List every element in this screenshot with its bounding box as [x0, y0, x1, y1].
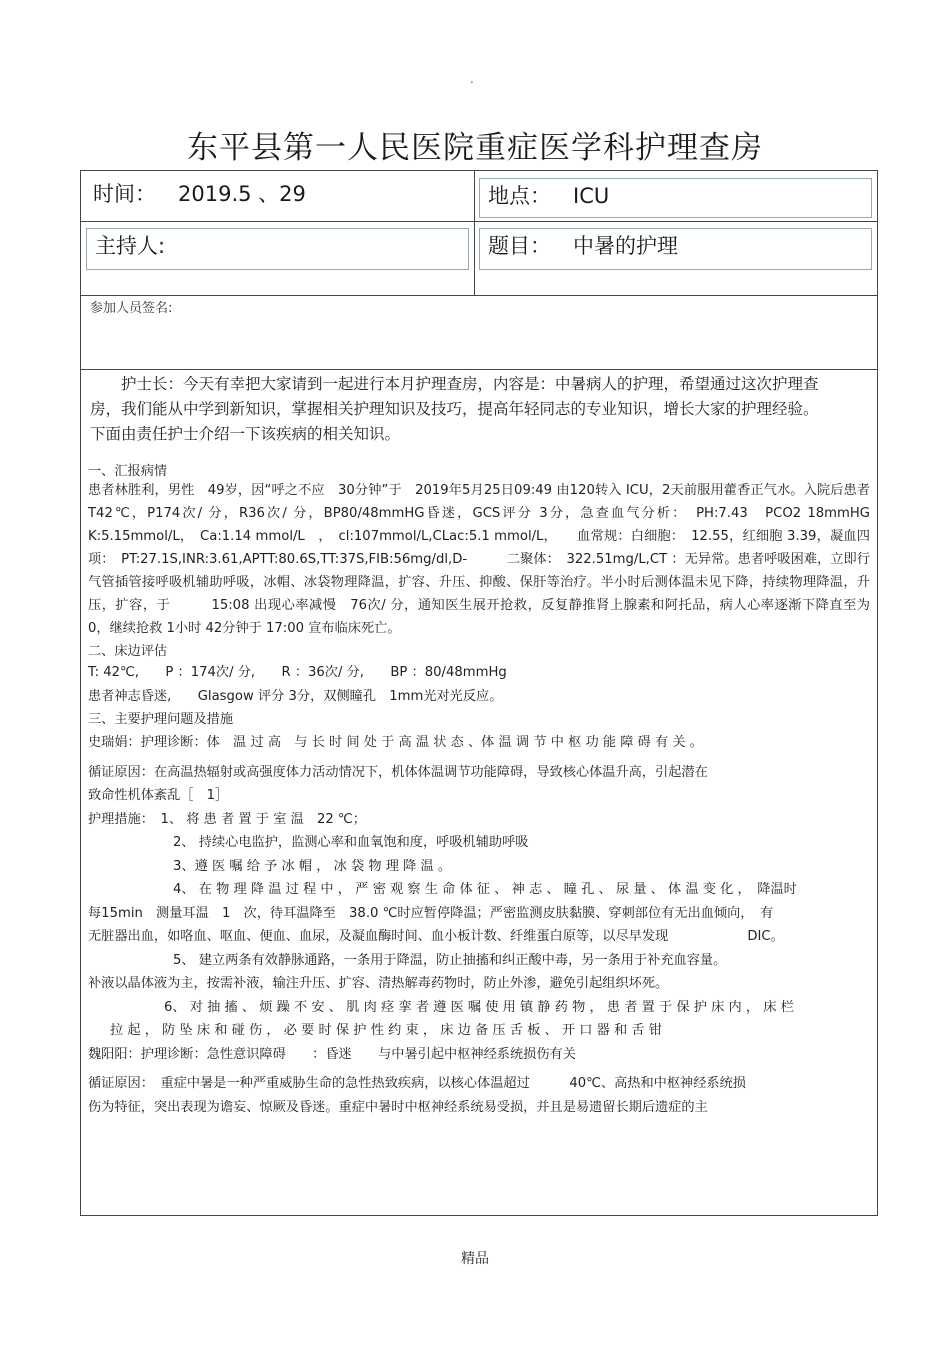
topic-label: 题目： [488, 234, 551, 258]
measure-5-line-a: 5、 建立两条有效静脉通路，一条用于降温，防止抽搐和纠正酸中毒，另一条用于补充血容量。 [173, 952, 727, 968]
content-body [88, 460, 910, 1119]
place-value: ICU [573, 184, 610, 208]
diagnosis-1: 史瑞娟：护理诊断：体 温 过 高 与 长 时 间 处 于 高 温 状 态 、体 温 调 节 中 枢 功 能 障 碍 有 关 。 [88, 735, 703, 750]
diagnosis-2: 魏阳阳：护理诊断：急性意识障碍 ：昏迷 与中暑引起中枢神经系统损伤有关 [88, 1046, 576, 1062]
measure-1: 护理措施： 1、 将 患 者 置 于 室 温 22 ℃； [88, 811, 366, 827]
page-footer: 精品 [461, 1251, 489, 1267]
time-field[interactable] [84, 176, 470, 214]
section-title-assessment: 二、床边评估 [88, 644, 168, 659]
topic-value: 中暑的护理 [573, 234, 678, 258]
time-label: 时间： [93, 182, 156, 206]
document-title: 东平县第一人民医院重症医学科护理查房 [187, 130, 763, 166]
intro-block [90, 372, 830, 447]
basis-1-line-a: 循证原因：在高温热辐射或高强度体力活动情况下，机体体温调节功能障碍，导致核心体温升高，引起潜在 [88, 764, 708, 780]
table-rule [80, 221, 878, 222]
section-title-problems: 三、主要护理问题及措施 [88, 712, 234, 727]
table-rule [474, 170, 475, 295]
place-field[interactable] [479, 178, 872, 218]
measure-3: 3、遵 医 嘱 给 予 冰 帽 ， 冰 袋 物 理 降 温 。 [173, 858, 452, 874]
intro-paragraph: 护士长：今天有幸把大家请到一起进行本月护理查房，内容是：中暑病人的护理，希望通过这次护理查房，我们能从中学到新知识，掌握相关护理知识及技巧，提高年轻同志的专业知识，增长大家的护理经验。下面由责任护士介绍一下该疾病的相关知识。 [90, 375, 819, 443]
section-title-report: 一、汇报病情 [88, 464, 168, 479]
basis-1-line-b: 致命性机体紊乱［ 1］ [88, 788, 229, 803]
topic-field[interactable] [479, 228, 872, 270]
measure-5-line-b: 补液以晶体液为主，按需补液，输注升压、扩容、清热解毒药物时，防止外渗，避免引起组织坏死。 [88, 976, 669, 991]
host-field[interactable] [86, 228, 469, 270]
consciousness: 患者神志昏迷, Glasgow 评分 3分，双侧瞳孔 1mm光对光反应。 [88, 688, 503, 704]
table-rule [80, 295, 878, 296]
measure-4-line-a: 4、 在 物 理 降 温 过 程 中 ， 严 密 观 察 生 命 体 征 、 神 志 、 瞳 孔 、 尿 量 、 体 温 变 化 ， 降温时 [173, 882, 797, 897]
vital-signs: T: 42℃, P ：174次/ 分, R ：36次/ 分, BP ：80/48mmHg [88, 665, 507, 680]
host-label: 主持人: [95, 234, 166, 258]
place-label: 地点： [488, 184, 551, 208]
measure-4-line-c: 无脏器出血，如咯血、呕血、便血、血尿，及凝血酶时间、血小板计数、纤维蛋白原等，以尽早发现 DIC。 [88, 929, 784, 944]
basis-2-line-b: 伤为特征，突出表现为谵妄、惊厥及昏迷。重症中暑时中枢神经系统易受损，并且是易遗留长期后遗症的主 [88, 1099, 708, 1115]
basis-2-line-a: 循证原因： 重症中暑是一种严重威胁生命的急性热致疾病，以核心体温超过 40℃、高热和中枢神经系统损 [88, 1076, 746, 1091]
table-rule [80, 369, 878, 370]
measure-2: 2、 持续心电监护，监测心率和血氧饱和度，呼吸机辅助呼吸 [173, 835, 529, 850]
measure-6-line-b: 拉 起 ， 防 坠 床 和 碰 伤 ， 必 要 时 保 护 性 约 束 ， 床 边 备 压 舌 板 、 开 口 器 和 舌 钳 [110, 1023, 662, 1038]
attendees-label: 参加人员签名: [90, 301, 173, 316]
page-top-dot: . [470, 72, 474, 86]
case-report: 患者林胜利，男性 49岁，因“呼之不应 30分钟”于 2019年5月25日09:49 由120转入 ICU，2天前服用藿香正气水。入院后患者 T42℃，P174次/ 分，R36次/ 分，BP80/48mmHG昏迷，GCS评分 3分，急查血气分析： PH:7.43 PCO2 18mmHG K:5.15mmol/L， Ca:1.14 mmol/L ， cl:107mmol/L,CLac:5.1 mmol/L， 血常规：白细胞： 12.55，红细胞 3.39，凝血四项： PT:27.1S,INR:3.61,APTT:80.6S,TT:37S,FIB:56mg/dl,D- 二聚体： 322.51mg/L,CT ：无异常。患者呼吸困难，立即行气管插管接呼吸机辅助呼吸，冰帽、冰袋物理降温，扩容、升压、抑酸、保肝等治疗。半小时后测体温未见下降，持续物理降温，升压，扩容，于 15:08 出现心率减慢 76次/ 分，通知医生展开抢救，反复静推肾上腺素和阿托品，病人心率逐渐下降直至为 0，继续抢救 1小时 42分钟于 17:00 宣布临床死亡。 [88, 483, 910, 636]
measure-4-line-b: 每15min 测量耳温 1 次，待耳温降至 38.0 ℃时应暂停降温；严密监测皮肤黏膜、穿刺部位有无出血倾向， 有 [88, 905, 774, 921]
time-value: 2019.5 、29 [178, 182, 306, 206]
measure-6-line-a: 6、 对 抽 搐 、 烦 躁 不 安 、 肌 肉 痉 挛 者 遵 医 嘱 使 用 镇 静 药 物 ， 患 者 置 于 保 护 床 内 ， 床 栏 [164, 999, 794, 1015]
